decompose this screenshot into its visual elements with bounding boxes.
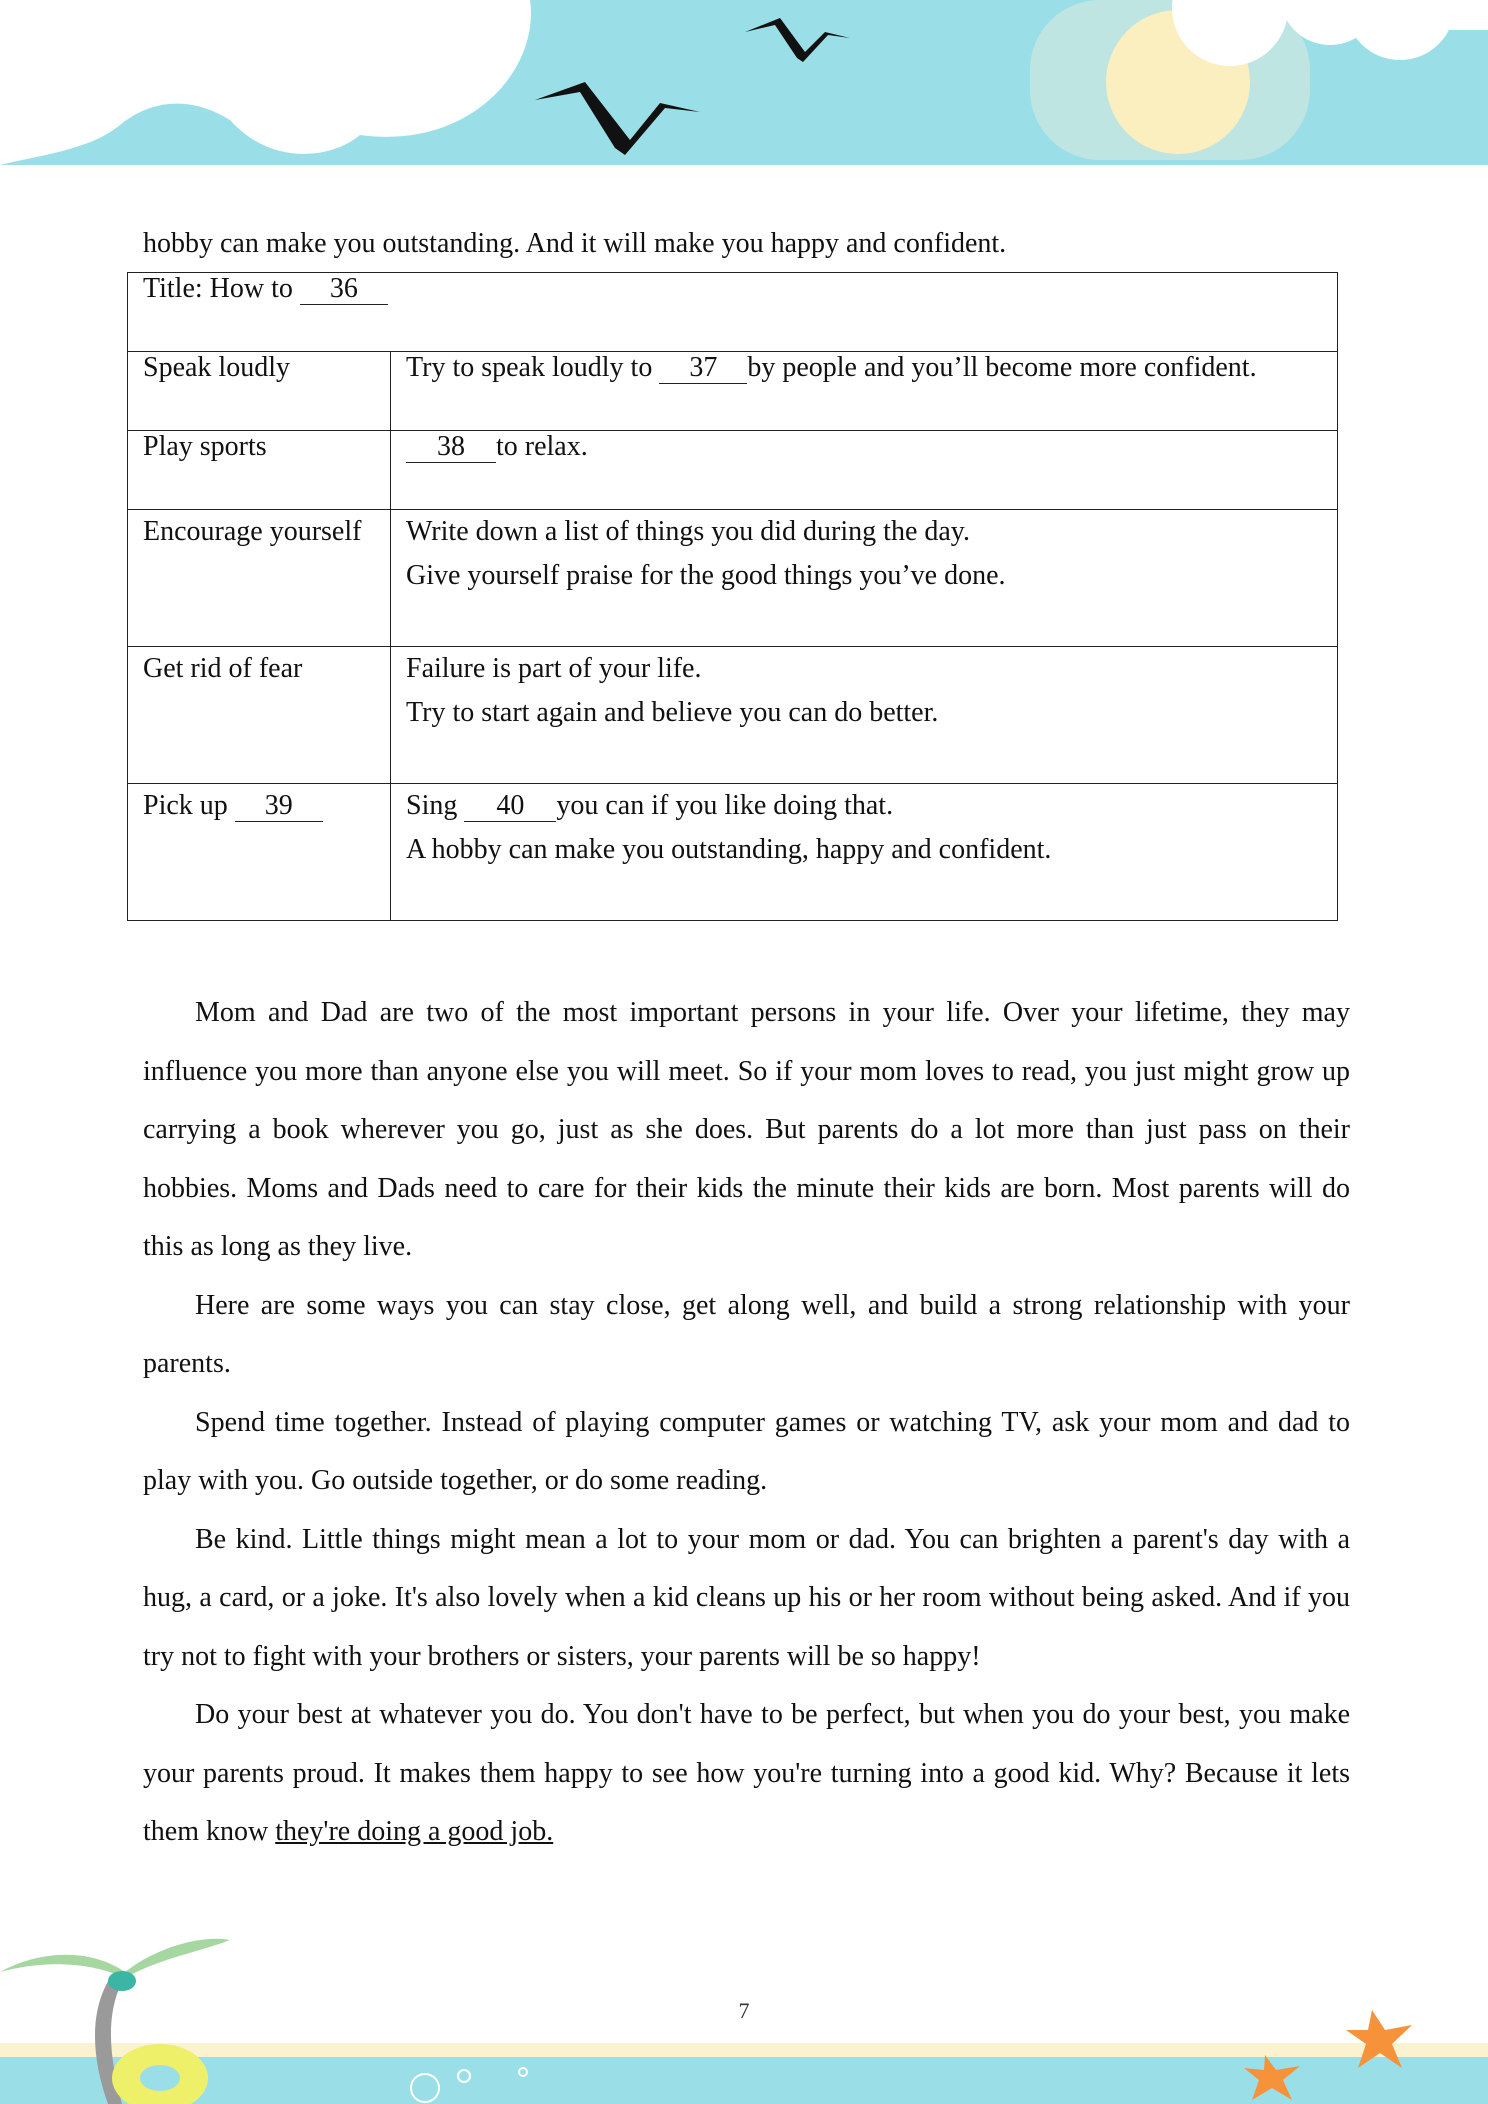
outline-table xyxy=(127,272,1338,921)
underlined-phrase: they're doing a good job. xyxy=(275,1816,554,1847)
blank-40: 40 xyxy=(464,791,556,822)
row-content: Write down a list of things you did during the day. Give yourself praise for the good things you’ve done. xyxy=(391,510,1338,647)
sea-banner xyxy=(0,1905,1488,2104)
row-label: Get rid of fear xyxy=(143,653,303,684)
table-row xyxy=(128,784,1338,921)
reading-passage xyxy=(143,984,1350,1862)
paragraph: Here are some ways you can stay close, get along well, and build a strong relationship with your parents. xyxy=(143,1289,1350,1379)
blank-36: 36 xyxy=(300,274,388,305)
paragraph: Do your best at whatever you do. You don't have to be perfect, but when you do your best, you make your parents proud. It makes them happy to see how you're turning into a good kid. Why? Because it lets them know they're doing a good job. xyxy=(143,1699,1350,1847)
intro-line: hobby can make you outstanding. And it will make you happy and confident. xyxy=(143,228,1007,259)
table-row xyxy=(128,647,1338,784)
row-content: Try to speak loudly to 37 by people and you’ll become more confident. xyxy=(391,352,1338,431)
table-row xyxy=(128,431,1338,510)
blank-38: 38 xyxy=(406,432,496,463)
sky-banner xyxy=(0,0,1488,170)
row-content: Sing 40 you can if you like doing that. A hobby can make you outstanding, happy and confident. xyxy=(391,784,1338,921)
title-prefix: Title: How to xyxy=(143,273,293,304)
blank-37: 37 xyxy=(659,353,747,384)
paragraph: Spend time together. Instead of playing computer games or watching TV, ask your mom and dad to play with you. Go outside together, or do some reading. xyxy=(143,1406,1350,1496)
table-row xyxy=(128,510,1338,647)
paragraph: Be kind. Little things might mean a lot to your mom or dad. You can brighten a parent's day with a hug, a card, or a joke. It's also lovely when a kid cleans up his or her room without being asked. And if you try not to fight with your brothers or sisters, your parents will be so happy! xyxy=(143,1523,1350,1672)
paragraph: Mom and Dad are two of the most important persons in your life. Over your lifetime, they may influence you more than anyone else you will meet. So if your mom loves to read, you just might grow up carrying a book wherever you go, just as she does. But parents do a lot more than just pass on their hobbies. Moms and Dads need to care for their kids the minute their kids are born. Most parents will do this as long as they live. xyxy=(143,997,1350,1262)
page-number: 7 xyxy=(738,1998,750,2023)
row-label: Speak loudly xyxy=(128,352,391,431)
row-content: Failure is part of your life. Try to start again and believe you can do better. xyxy=(391,647,1338,784)
row-label: Play sports xyxy=(128,431,391,510)
row-label: Encourage yourself xyxy=(143,516,362,547)
table-title-row xyxy=(128,273,1338,352)
row-content: 38 to relax. xyxy=(391,431,1338,510)
row-label: Pick up 39 xyxy=(143,784,375,828)
blank-39: 39 xyxy=(235,791,323,822)
table-row xyxy=(128,352,1338,431)
